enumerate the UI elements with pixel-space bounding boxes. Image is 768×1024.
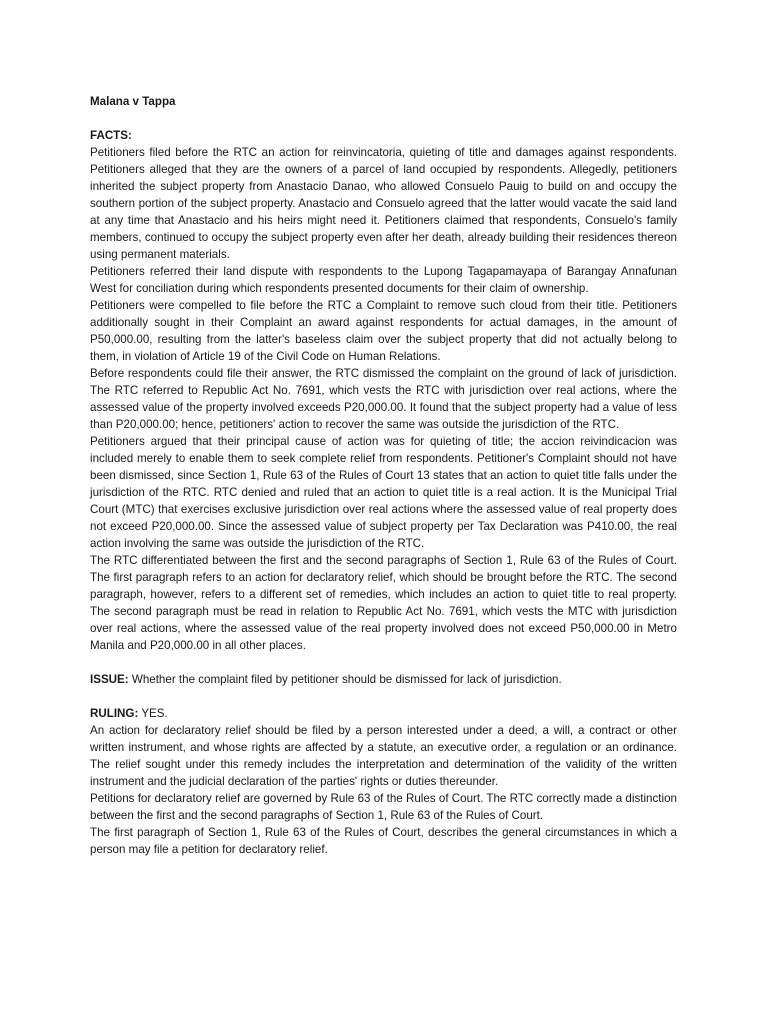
facts-paragraph-2: Petitioners referred their land dispute with respondents to the Lupong Tagapamayapa of Barangay Annafunan West for conciliation during which respondents presented documents for their claim of ownership. [90, 265, 677, 295]
facts-paragraph-5: Petitioners argued that their principal cause of action was for quieting of title; the accion reivindicacion was included merely to enable them to seek complete relief from respondents. Petitioner's Complaint should not have been dismissed, since Section 1, Rule 63 of the Rules of Court 13 states that an action to quiet title falls under the jurisdiction of the RTC. RTC denied and ruled that an action to quiet title is a real action. It is the Municipal Trial Court (MTC) that exercises exclusive jurisdiction over real actions where the assessed value of real property does not exceed P20,000.00. Since the assessed value of subject property per Tax Declaration was P410.00, the real action involving the same was outside the jurisdiction of the RTC. [90, 435, 677, 550]
document-page [90, 93, 677, 858]
ruling-paragraph-1: An action for declaratory relief should be filed by a person interested under a deed, a will, a contract or other written instrument, and whose rights are affected by a statute, an executive order, a regulation or an ordinance. The relief sought under this remedy includes the interpretation and determination of the validity of the written instrument and the judicial declaration of the parties' rights or duties thereunder. [90, 724, 677, 788]
issue-label: ISSUE: [90, 673, 129, 686]
section-spacer [90, 654, 677, 671]
issue-statement [90, 671, 677, 688]
facts-paragraph-6: The RTC differentiated between the first and the second paragraphs of Section 1, Rule 63 of the Rules of Court. The first paragraph refers to an action for declaratory relief, which should be brought before the RTC. The second paragraph, however, refers to a different set of remedies, which includes an action to quiet title to real property. The second paragraph must be read in relation to Republic Act No. 7691, which vests the MTC with jurisdiction over real actions, where the assessed value of the real property involved does not exceed P50,000.00 in Metro Manila and P20,000.00 in all other places. [90, 554, 677, 652]
facts-paragraph-4: Before respondents could file their answer, the RTC dismissed the complaint on the ground of lack of jurisdiction. The RTC referred to Republic Act No. 7691, which vests the RTC with jurisdiction over real actions, where the assessed value of the property involved exceeds P20,000.00. It found that the subject property had a value of less than P20,000.00; hence, petitioners' action to recover the same was outside the jurisdiction of the RTC. [90, 367, 677, 431]
facts-paragraph-3: Petitioners were compelled to file before the RTC a Complaint to remove such cloud from their title. Petitioners additionally sought in their Complaint an award against respondents for actual damages, in the amount of P50,000.00, resulting from the latter's baseless claim over the subject property that did not actually belong to them, in violation of Article 19 of the Civil Code on Human Relations. [90, 299, 677, 363]
case-title: Malana v Tappa [90, 95, 176, 108]
ruling-paragraph-3: The first paragraph of Section 1, Rule 63 of the Rules of Court, describes the general circumstances in which a person may file a petition for declaratory relief. [90, 826, 677, 856]
facts-heading: FACTS: [90, 129, 132, 142]
facts-paragraph-1: Petitioners filed before the RTC an action for reinvincatoria, quieting of title and damages against respondents. Petitioners alleged that they are the owners of a parcel of land occupied by respondents. Allegedly, petitioners inherited the subject property from Anastacio Danao, who allowed Consuelo Pauig to build on and occupy the southern portion of the subject property. Anastacio and Consuelo agreed that the latter would vacate the said land at any time that Anastacio and his heirs might need it. Petitioners claimed that respondents, Consuelo's family members, continued to occupy the subject property even after her death, already building their residences thereon using permanent materials. [90, 146, 677, 261]
ruling-statement [90, 705, 677, 722]
issue-text: Whether the complaint filed by petitioner should be dismissed for lack of jurisdiction. [128, 673, 562, 686]
section-spacer [90, 688, 677, 705]
ruling-label: RULING: [90, 707, 139, 720]
ruling-answer: YES. [138, 707, 168, 720]
ruling-paragraph-2: Petitions for declaratory relief are governed by Rule 63 of the Rules of Court. The RTC correctly made a distinction between the first and the second paragraphs of Section 1, Rule 63 of the Rules of Court. [90, 792, 677, 822]
